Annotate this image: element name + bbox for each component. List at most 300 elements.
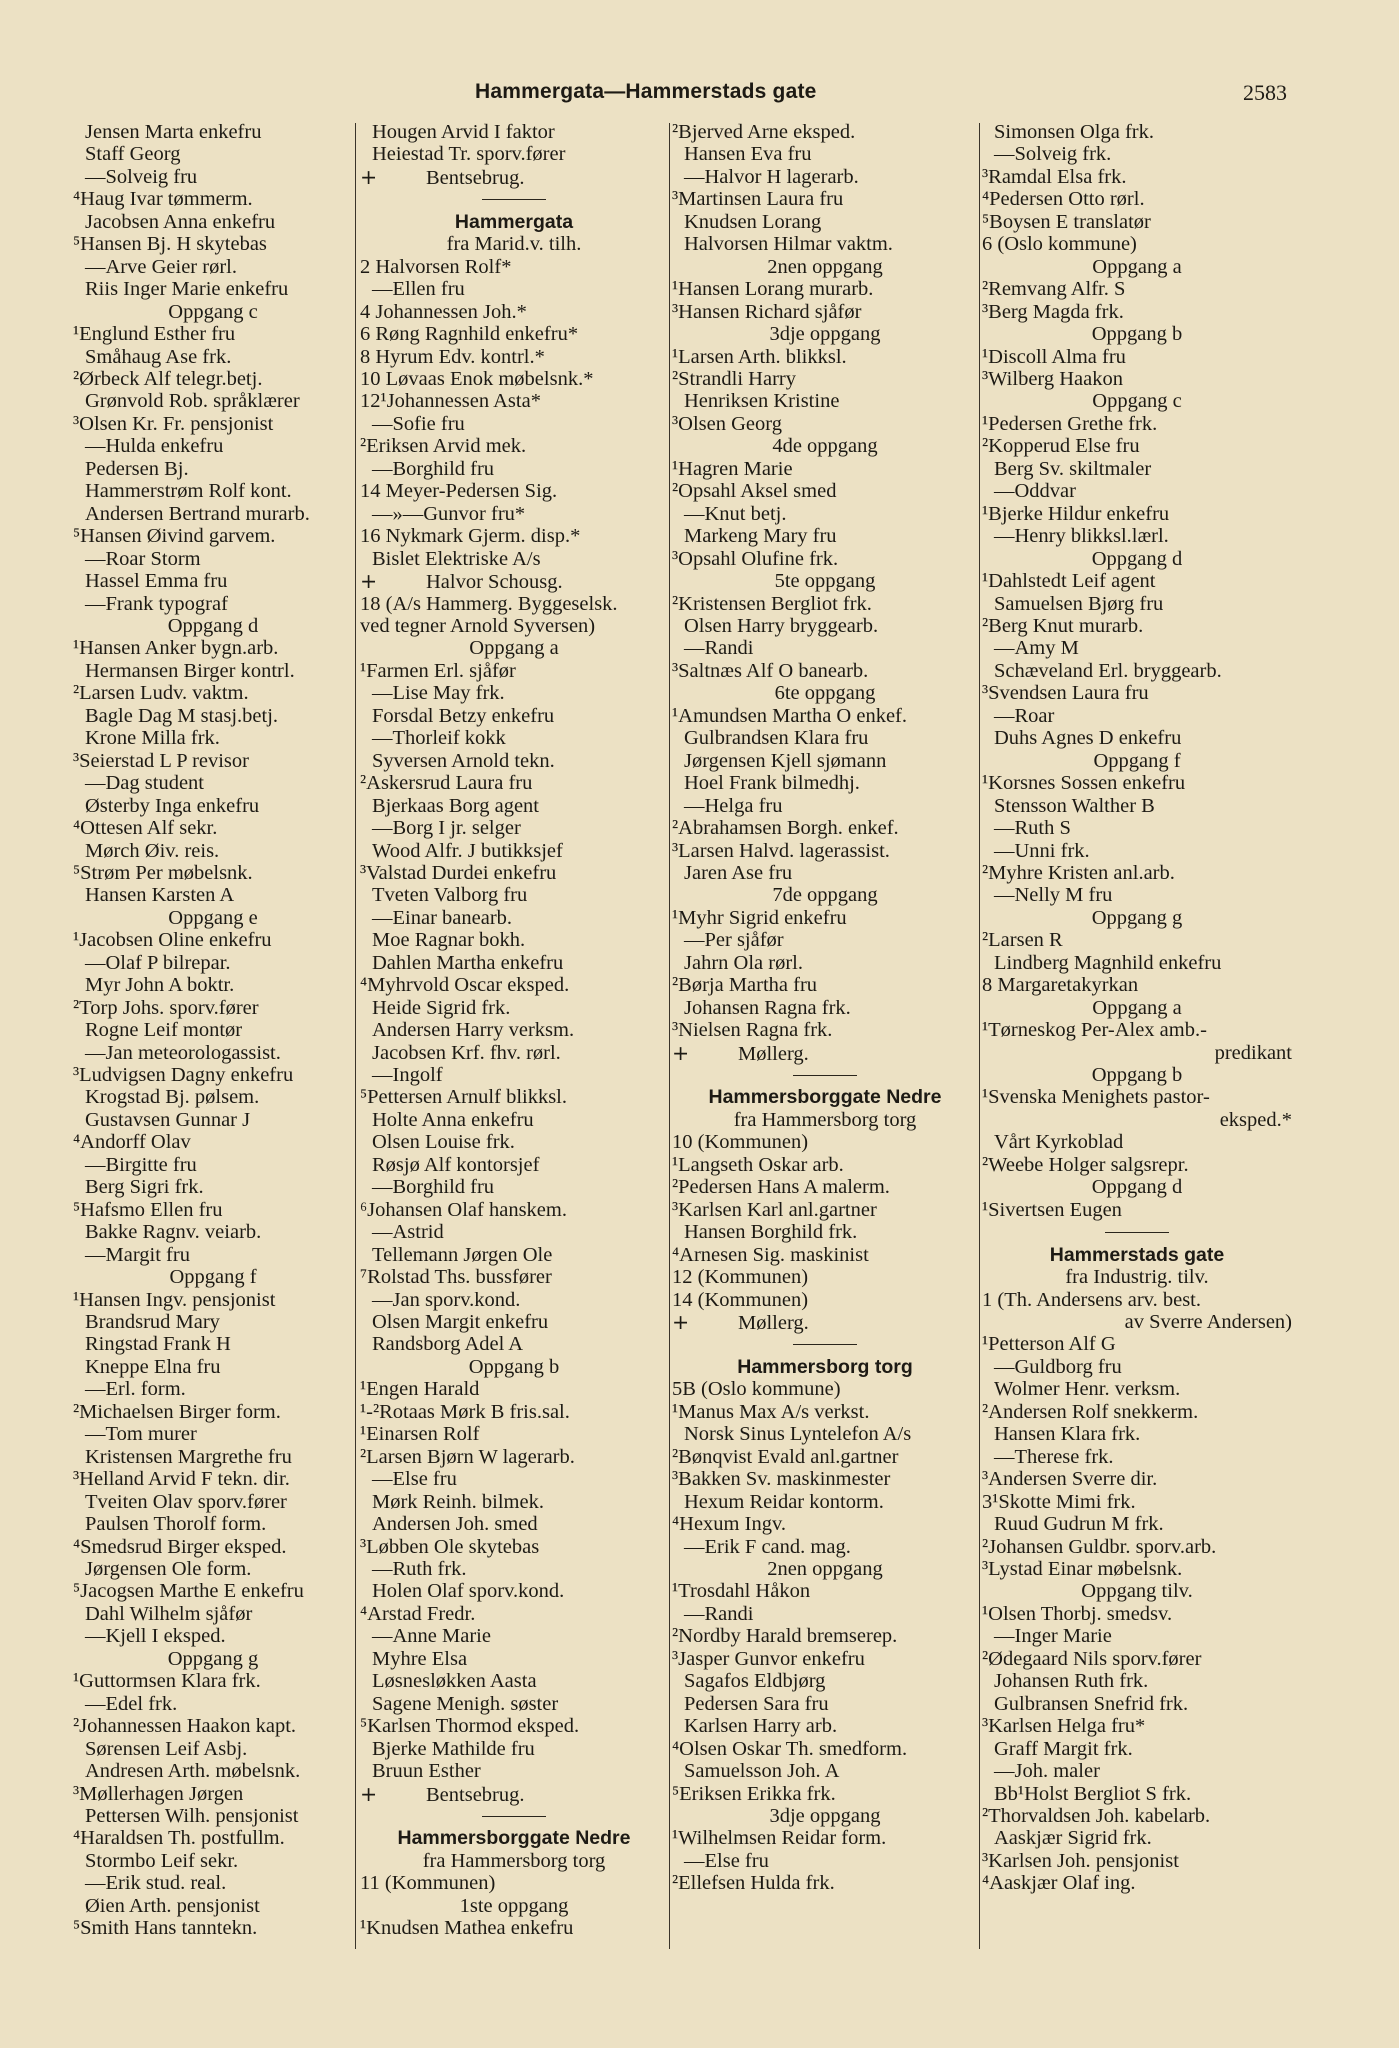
sub-heading: 5te oppgang [774, 570, 876, 593]
resident-entry: Schæveland Erl. bryggearb. [994, 659, 1222, 682]
resident-entry: ²Børja Martha fru [672, 974, 818, 997]
resident-entry: ¹Sivertsen Eugen [982, 1198, 1122, 1221]
resident-entry: Jacobsen Krf. fhv. rørl. [372, 1041, 561, 1064]
sub-heading: Oppgang d [1091, 1176, 1183, 1199]
resident-entry: Myhre Elsa [372, 1647, 468, 1670]
resident-entry: —Halvor H lagerarb. [684, 165, 859, 188]
resident-entry: —Olaf P bilrepar. [85, 951, 231, 974]
resident-entry: 6 Røng Ragnhild enkefru* [360, 323, 579, 346]
resident-entry: —Tom murer [85, 1423, 197, 1446]
resident-entry: Olsen Margit enkefru [372, 1311, 549, 1334]
sub-heading: Oppgang g [167, 1647, 259, 1670]
resident-entry: ⁵Eriksen Erikka frk. [672, 1782, 836, 1805]
resident-entry: Bjerke Mathilde fru [372, 1737, 535, 1760]
resident-entry: ³Wilberg Haakon [982, 367, 1123, 390]
resident-entry: —Astrid [372, 1221, 444, 1244]
resident-entry: Moe Ragnar bokh. [372, 929, 526, 952]
continuation-line: eksped.* [1219, 1108, 1292, 1131]
resident-entry: Sagene Menigh. søster [372, 1692, 559, 1715]
resident-entry: ²Ødegaard Nils sporv.fører [982, 1647, 1202, 1670]
directory-column-1 [73, 121, 353, 1940]
resident-entry: Krogstad Bj. pølsem. [85, 1086, 260, 1109]
resident-entry: ⁵Pettersen Arnulf blikksl. [360, 1086, 568, 1109]
resident-entry: ¹Pedersen Grethe frk. [982, 412, 1158, 435]
resident-entry: ³Bakken Sv. maskinmester [672, 1468, 891, 1491]
resident-entry: ⁴Arnesen Sig. maskinist [672, 1243, 869, 1266]
resident-entry: —Roar Storm [85, 547, 201, 570]
resident-entry: ¹‑²Rotaas Mørk B fris.sal. [360, 1400, 570, 1423]
resident-entry: Kneppe Elna fru [85, 1355, 221, 1378]
sub-heading: 7de oppgang [772, 884, 878, 907]
resident-entry: ²Abrahamsen Borgh. enkef. [672, 817, 899, 840]
resident-entry: ⁴Haug Ivar tømmerm. [73, 188, 253, 211]
resident-entry: ⁴Myhrvold Oscar eksped. [360, 974, 570, 997]
resident-entry: —Therese frk. [994, 1445, 1114, 1468]
resident-entry: Tveiten Olav sporv.fører [85, 1490, 287, 1513]
resident-entry: Andersen Harry verksm. [372, 1019, 575, 1042]
resident-entry: —Else fru [372, 1468, 457, 1491]
resident-entry: —Birgitte fru [85, 1153, 197, 1176]
resident-entry: ²Torp Johs. sporv.fører [73, 996, 259, 1019]
resident-entry: ⁵Hansen Bj. H skytebas [73, 233, 267, 256]
resident-entry: ⁴Hexum Ingv. [672, 1513, 786, 1536]
resident-entry: —Borghild fru [372, 1176, 495, 1199]
resident-entry: ²Pedersen Hans A malerm. [672, 1176, 890, 1199]
resident-entry: —Ruth S [994, 817, 1071, 840]
resident-entry: Tveten Valborg fru [372, 884, 528, 907]
directory-column-2 [360, 121, 668, 1940]
sub-heading: 2nen oppgang [767, 1558, 883, 1580]
resident-entry: Samuelsson Joh. A [684, 1760, 840, 1783]
resident-entry: —Edel frk. [85, 1692, 178, 1715]
resident-entry: Randsborg Adel A [372, 1333, 524, 1356]
resident-entry: Knudsen Lorang [684, 210, 822, 233]
resident-entry: —Borghild fru [372, 457, 495, 480]
resident-entry: Stensson Walther B [994, 794, 1155, 817]
resident-entry: —Inger Marie [994, 1625, 1112, 1648]
resident-entry: ³Martinsen Laura fru [672, 188, 844, 211]
resident-entry: Andersen Joh. smed [372, 1513, 538, 1536]
resident-entry: ¹Manus Max A/s verkst. [672, 1400, 870, 1423]
resident-entry: 2 Halvorsen Rolf* [360, 255, 512, 278]
resident-entry: —Ruth frk. [372, 1558, 467, 1580]
resident-entry: —Guldborg fru [994, 1355, 1122, 1378]
resident-entry: Simonsen Olga frk. [994, 121, 1154, 143]
section-divider [360, 1805, 668, 1827]
resident-entry: —Amy M [994, 637, 1079, 660]
sub-heading: Oppgang g [1091, 906, 1183, 929]
resident-entry: Wolmer Henr. verksm. [994, 1378, 1181, 1401]
resident-entry: 14 Meyer-Pedersen Sig. [360, 480, 558, 503]
cross-street-row [360, 570, 668, 592]
resident-entry: Lindberg Magnhild enkefru [994, 951, 1222, 974]
sub-heading: Oppgang e [168, 906, 258, 929]
resident-entry: Krone Milla frk. [85, 727, 220, 750]
resident-entry: Jørgensen Kjell sjømann [684, 749, 887, 772]
sub-heading: 1ste oppgang [459, 1894, 569, 1917]
resident-entry: ³Lystad Einar møbelsnk. [982, 1558, 1183, 1580]
resident-entry: Berg Sigri frk. [85, 1176, 204, 1199]
resident-entry: ved tegner Arnold Syversen) [360, 614, 596, 637]
resident-entry: ⁴Ottesen Alf sekr. [73, 817, 218, 840]
resident-entry: —Arve Geier rørl. [85, 255, 237, 278]
cross-street-label: Bentsebrug. [426, 1783, 525, 1806]
resident-entry: ⁴Andorff Olav [73, 1131, 191, 1154]
resident-entry: Olsen Louise frk. [372, 1131, 515, 1154]
resident-entry: Bb¹Holst Bergliot S frk. [994, 1782, 1192, 1805]
resident-entry: ²Kristensen Bergliot frk. [672, 592, 872, 615]
resident-entry: —Oddvar [994, 480, 1076, 503]
resident-entry: ²Bjerved Arne eksped. [672, 121, 856, 143]
continuation-line: predikant [1214, 1041, 1292, 1064]
resident-entry: ³Larsen Halvd. lagerassist. [672, 839, 890, 862]
resident-entry: 8 Hyrum Edv. kontrl.* [360, 345, 545, 368]
resident-entry: ¹Hansen Ingv. pensjonist [73, 1288, 276, 1311]
resident-entry: ³Hansen Richard sjåfør [672, 300, 862, 323]
resident-entry: Staff Georg [85, 143, 181, 166]
resident-entry: —Sofie fru [372, 412, 465, 435]
cross-street-icon: + [360, 1781, 378, 1806]
section-divider [360, 188, 668, 210]
resident-entry: —Helga fru [684, 794, 783, 817]
resident-entry: Berg Sv. skiltmaler [994, 457, 1152, 480]
resident-entry: Olsen Harry bryggearb. [684, 614, 879, 637]
resident-entry: 11 (Kommunen) [360, 1872, 496, 1895]
resident-entry: Løsnesløkken Aasta [372, 1670, 537, 1693]
resident-entry: ¹Bjerke Hildur enkefru [982, 502, 1170, 525]
resident-entry: —Hulda enkefru [85, 435, 224, 458]
resident-entry: 10 Løvaas Enok møbelsnk.* [360, 367, 594, 390]
resident-entry: Heiestad Tr. sporv.fører [372, 143, 566, 166]
resident-entry: Hexum Reidar kontorm. [684, 1490, 884, 1513]
resident-entry: ¹Engen Harald [360, 1378, 480, 1401]
resident-entry: ²Berg Knut murarb. [982, 614, 1144, 637]
sub-heading: Oppgang tilv. [1081, 1580, 1193, 1603]
resident-entry: ⁴Pedersen Otto rørl. [982, 188, 1145, 211]
resident-entry: Bagle Dag M stasj.betj. [85, 704, 279, 727]
resident-entry: —Jan sporv.kond. [372, 1288, 521, 1311]
column-rule [669, 123, 670, 1949]
street-heading: Hammersborg torg [737, 1355, 913, 1378]
resident-entry: ⁵Hansen Øivind garvem. [73, 525, 276, 548]
directory-column-4 [982, 121, 1292, 1895]
resident-entry: —Ingolf [372, 1064, 443, 1087]
resident-entry: ²Remvang Alfr. S [982, 278, 1126, 301]
resident-entry: ²Thorvaldsen Joh. kabelarb. [982, 1804, 1211, 1827]
resident-entry: ⁴Arstad Fredr. [360, 1602, 476, 1625]
resident-entry: ⁴Olsen Oskar Th. smedform. [672, 1737, 908, 1760]
resident-entry: ³Møllerhagen Jørgen [73, 1782, 244, 1805]
resident-entry: —Thorleif kokk [372, 727, 506, 750]
resident-entry: ²Ellefsen Hulda frk. [672, 1872, 835, 1895]
resident-entry: —Einar banearb. [372, 906, 513, 929]
resident-entry: —Anne Marie [372, 1625, 491, 1648]
resident-entry: —Knut betj. [684, 502, 787, 525]
resident-entry: 6 (Oslo kommune) [982, 233, 1137, 256]
resident-entry: Heide Sigrid frk. [372, 996, 511, 1019]
resident-entry: ²Larsen Bjørn W lagerarb. [360, 1445, 575, 1468]
section-divider [982, 1221, 1292, 1243]
sub-heading: fra Industrig. tilv. [1065, 1266, 1209, 1289]
resident-entry: ³Nielsen Ragna frk. [672, 1019, 833, 1042]
resident-entry: —Randi [684, 637, 754, 660]
resident-entry: —Joh. maler [994, 1760, 1100, 1783]
cross-street-row [360, 166, 668, 188]
resident-entry: Karlsen Harry arb. [684, 1715, 838, 1738]
resident-entry: —»—Gunvor fru* [372, 502, 526, 525]
resident-entry: 12¹Johannessen Asta* [360, 390, 541, 413]
resident-entry: Kristensen Margrethe fru [85, 1445, 292, 1468]
resident-entry: Gulbrandsen Klara fru [684, 727, 869, 750]
continuation-line: av Sverre Andersen) [1124, 1311, 1292, 1334]
resident-entry: ³Svendsen Laura fru [982, 682, 1149, 705]
resident-entry: ¹Einarsen Rolf [360, 1423, 480, 1446]
resident-entry: Tellemann Jørgen Ole [372, 1243, 553, 1266]
resident-entry: Myr John A boktr. [85, 974, 235, 997]
resident-entry: —Dag student [85, 772, 204, 795]
cross-street-icon: + [360, 164, 378, 189]
resident-entry: Syversen Arnold tekn. [372, 749, 555, 772]
resident-entry: Bislet Elektriske A/s [372, 547, 541, 570]
resident-entry: ²Bønqvist Evald anl.gartner [672, 1445, 899, 1468]
resident-entry: ¹Langseth Oskar arb. [672, 1153, 844, 1176]
resident-entry: ¹Dahlstedt Leif agent [982, 570, 1156, 593]
resident-entry: Jaren Ase fru [684, 861, 793, 884]
resident-entry: 16 Nykmark Gjerm. disp.* [360, 525, 581, 548]
resident-entry: Henriksen Kristine [684, 390, 840, 413]
resident-entry: —Jan meteorologassist. [85, 1041, 281, 1064]
sub-heading: Oppgang a [469, 637, 559, 660]
resident-entry: ³Olsen Kr. Fr. pensjonist [73, 412, 274, 435]
resident-entry: —Erik stud. real. [85, 1872, 227, 1895]
sub-heading: fra Hammersborg torg [422, 1849, 606, 1872]
resident-entry: Pedersen Bj. [85, 457, 189, 480]
resident-entry: ¹Jacobsen Oline enkefru [73, 929, 272, 952]
cross-street-icon: + [672, 1310, 690, 1335]
resident-entry: Vårt Kyrkoblad [994, 1131, 1124, 1154]
resident-entry: ²Larsen Ludv. vaktm. [73, 682, 249, 705]
page-header [0, 80, 1399, 110]
resident-entry: ²Michaelsen Birger form. [73, 1400, 281, 1423]
resident-entry: —Lise May frk. [372, 682, 505, 705]
resident-entry: ¹Trosdahl Håkon [672, 1580, 811, 1603]
sub-heading: 2nen oppgang [767, 255, 883, 278]
resident-entry: ²Kopperud Else fru [982, 435, 1140, 458]
resident-entry: Småhaug Ase frk. [85, 345, 232, 368]
resident-entry: ³Karlsen Joh. pensjonist [982, 1849, 1179, 1872]
resident-entry: Stormbo Leif sekr. [85, 1849, 239, 1872]
resident-entry: Bjerkaas Borg agent [372, 794, 539, 817]
resident-entry: ¹Olsen Thorbj. smedsv. [982, 1602, 1173, 1625]
column-rule [355, 123, 356, 1949]
resident-entry: Grønvold Rob. språklærer [85, 390, 300, 413]
resident-entry: ¹Knudsen Mathea enkefru [360, 1917, 574, 1940]
resident-entry: ¹Tørneskog Per-Alex amb.- [982, 1019, 1207, 1042]
resident-entry: ⁴Aaskjær Olaf ing. [982, 1872, 1136, 1895]
resident-entry: Mørch Øiv. reis. [85, 839, 220, 862]
resident-entry: ⁵Hafsmo Ellen fru [73, 1198, 223, 1221]
resident-entry: ¹Hagren Marie [672, 457, 793, 480]
resident-entry: ²Strandli Harry [672, 367, 796, 390]
cross-street-label: Bentsebrug. [426, 166, 525, 189]
resident-entry: 14 (Kommunen) [672, 1288, 809, 1311]
sub-heading: Oppgang c [168, 300, 258, 323]
resident-entry: Norsk Sinus Lyntelefon A/s [684, 1423, 912, 1446]
resident-entry: Forsdal Betzy enkefru [372, 704, 555, 727]
resident-entry: ³Andersen Sverre dir. [982, 1468, 1158, 1491]
resident-entry: ³Løbben Ole skytebas [360, 1535, 540, 1558]
cross-street-row [360, 1783, 668, 1805]
resident-entry: ³Karlsen Helga fru* [982, 1715, 1146, 1738]
resident-entry: Holte Anna enkefru [372, 1108, 534, 1131]
resident-entry: ²Larsen R [982, 929, 1063, 952]
resident-entry: Hoel Frank bilmedhj. [684, 772, 860, 795]
resident-entry: ⁶Johansen Olaf hanskem. [360, 1198, 567, 1221]
sub-heading: Oppgang a [1092, 255, 1182, 278]
sub-heading: fra Marid.v. tilh. [446, 233, 582, 256]
resident-entry: ¹Discoll Alma fru [982, 345, 1126, 368]
resident-entry: —Unni frk. [994, 839, 1090, 862]
resident-entry: Graff Margit frk. [994, 1737, 1133, 1760]
resident-entry: —Kjell I eksped. [85, 1625, 226, 1648]
resident-entry: ³Seierstad L P revisor [73, 749, 249, 772]
resident-entry: Riis Inger Marie enkefru [85, 278, 289, 301]
resident-entry: ¹Guttormsen Klara frk. [73, 1670, 261, 1693]
resident-entry: ³Ludvigsen Dagny enkefru [73, 1064, 294, 1087]
cross-street-icon: + [360, 569, 378, 594]
sub-heading: Oppgang b [1091, 1064, 1183, 1087]
street-heading: Hammerstads gate [1049, 1243, 1225, 1266]
resident-entry: ¹Larsen Arth. blikksl. [672, 345, 847, 368]
resident-entry: ²Johannessen Haakon kapt. [73, 1715, 297, 1738]
resident-entry: 10 (Kommunen) [672, 1131, 809, 1154]
resident-entry: Andresen Arth. møbelsnk. [85, 1760, 301, 1783]
resident-entry: Hammerstrøm Rolf kont. [85, 480, 292, 503]
sub-heading: Oppgang f [169, 1266, 257, 1289]
resident-entry: ²Johansen Guldbr. sporv.arb. [982, 1535, 1217, 1558]
resident-entry: ³Saltnæs Alf O banearb. [672, 659, 869, 682]
sub-heading: 4de oppgang [772, 435, 878, 458]
cross-street-icon: + [672, 1040, 690, 1065]
resident-entry: Røsjø Alf kontorsjef [372, 1153, 540, 1176]
sub-heading: Oppgang b [1091, 323, 1183, 346]
resident-entry: Hansen Eva fru [684, 143, 812, 166]
sub-heading: Oppgang a [1092, 996, 1182, 1019]
resident-entry: Pedersen Sara fru [684, 1692, 829, 1715]
resident-entry: ³Jasper Gunvor enkefru [672, 1647, 865, 1670]
resident-entry: —Per sjåfør [684, 929, 784, 952]
resident-entry: —Nelly M fru [994, 884, 1113, 907]
resident-entry: —Borg I jr. selger [372, 817, 521, 840]
resident-entry: Sørensen Leif Asbj. [85, 1737, 248, 1760]
sub-heading: Oppgang d [167, 614, 259, 637]
resident-entry: Rogne Leif montør [85, 1019, 243, 1042]
resident-entry: Jahrn Ola rørl. [684, 951, 803, 974]
resident-entry: ²Ørbeck Alf telegr.betj. [73, 367, 263, 390]
resident-entry: Hassel Emma fru [85, 570, 228, 593]
cross-street-row [672, 1311, 978, 1333]
directory-column-3 [672, 121, 978, 1895]
resident-entry: ⁴Haraldsen Th. postfullm. [73, 1827, 285, 1850]
resident-entry: Ringstad Frank H [85, 1333, 231, 1356]
resident-entry: Wood Alfr. J butikksjef [372, 839, 563, 862]
resident-entry: 18 (A/s Hammerg. Byggeselsk. [360, 592, 618, 615]
resident-entry: Ruud Gudrun M frk. [994, 1513, 1164, 1536]
cross-street-row [672, 1042, 978, 1064]
sub-heading: Oppgang b [468, 1355, 560, 1378]
resident-entry: ⁵Smith Hans tanntekn. [73, 1917, 258, 1940]
street-heading: Hammersborggate Nedre [397, 1827, 631, 1850]
resident-entry: Duhs Agnes D enkefru [994, 727, 1182, 750]
resident-entry: ²Nordby Harald bremserep. [672, 1625, 898, 1648]
resident-entry: Hougen Arvid I faktor [372, 121, 555, 143]
resident-entry: Brandsrud Mary [85, 1311, 220, 1334]
resident-entry: ³Olsen Georg [672, 412, 782, 435]
section-divider [672, 1333, 978, 1355]
resident-entry: ¹Wilhelmsen Reidar form. [672, 1827, 887, 1850]
page-number: 2583 [1243, 80, 1287, 105]
resident-entry: Johansen Ragna frk. [684, 996, 851, 1019]
resident-entry: ¹Hansen Anker bygn.arb. [73, 637, 279, 660]
resident-entry: 8 Margaretakyrkan [982, 974, 1139, 997]
resident-entry: ²Askersrud Laura fru [360, 772, 533, 795]
column-rule [979, 123, 980, 1949]
resident-entry: —Solveig frk. [994, 143, 1112, 166]
cross-street-label: Møllerg. [738, 1312, 809, 1335]
sub-heading: Oppgang c [1092, 390, 1182, 413]
resident-entry: Aaskjær Sigrid frk. [994, 1827, 1152, 1850]
resident-entry: Bakke Ragnv. veiarb. [85, 1221, 262, 1244]
resident-entry: —Erl. form. [85, 1378, 186, 1401]
sub-heading: 6te oppgang [774, 682, 876, 705]
resident-entry: ¹Englund Esther fru [73, 323, 236, 346]
resident-entry: Bruun Esther [372, 1760, 481, 1783]
resident-entry: Østerby Inga enkefru [85, 794, 260, 817]
resident-entry: ⁵Karlsen Thormod eksped. [360, 1715, 580, 1738]
running-title: Hammergata—Hammerstads gate [475, 80, 817, 103]
resident-entry: Sagafos Eldbjørg [684, 1670, 826, 1693]
resident-entry: ²Weebe Holger salgsrepr. [982, 1153, 1189, 1176]
resident-entry: —Roar [994, 704, 1055, 727]
resident-entry: Hansen Borghild frk. [684, 1221, 858, 1244]
resident-entry: ¹Myhr Sigrid enkefru [672, 906, 847, 929]
sub-heading: fra Hammersborg torg [733, 1108, 917, 1131]
section-divider [672, 1064, 978, 1086]
resident-entry: Paulsen Thorolf form. [85, 1513, 267, 1536]
resident-entry: 3¹Skotte Mimi frk. [982, 1490, 1136, 1513]
resident-entry: Dahlen Martha enkefru [372, 951, 564, 974]
resident-entry: Mørk Reinh. bilmek. [372, 1490, 544, 1513]
resident-entry: ⁴Smedsrud Birger eksped. [73, 1535, 287, 1558]
resident-entry: —Erik F cand. mag. [684, 1535, 851, 1558]
resident-entry: Hansen Karsten A [85, 884, 235, 907]
resident-entry: ¹Korsnes Sossen enkefru [982, 772, 1186, 795]
resident-entry: ¹Farmen Erl. sjåfør [360, 659, 516, 682]
resident-entry: Samuelsen Bjørg fru [994, 592, 1164, 615]
resident-entry: Jensen Marta enkefru [85, 121, 262, 143]
resident-entry: ³Helland Arvid F tekn. dir. [73, 1468, 290, 1491]
resident-entry: Øien Arth. pensjonist [85, 1894, 260, 1917]
sub-heading: Oppgang d [1091, 547, 1183, 570]
resident-entry: Johansen Ruth frk. [994, 1670, 1149, 1693]
resident-entry: Hermansen Birger kontrl. [85, 659, 295, 682]
cross-street-label: Møllerg. [738, 1042, 809, 1065]
resident-entry: Holen Olaf sporv.kond. [372, 1580, 565, 1603]
resident-entry: ²Myhre Kristen anl.arb. [982, 861, 1175, 884]
resident-entry: Dahl Wilhelm sjåfør [85, 1602, 253, 1625]
resident-entry: ³Opsahl Olufine frk. [672, 547, 839, 570]
resident-entry: —Randi [684, 1602, 754, 1625]
